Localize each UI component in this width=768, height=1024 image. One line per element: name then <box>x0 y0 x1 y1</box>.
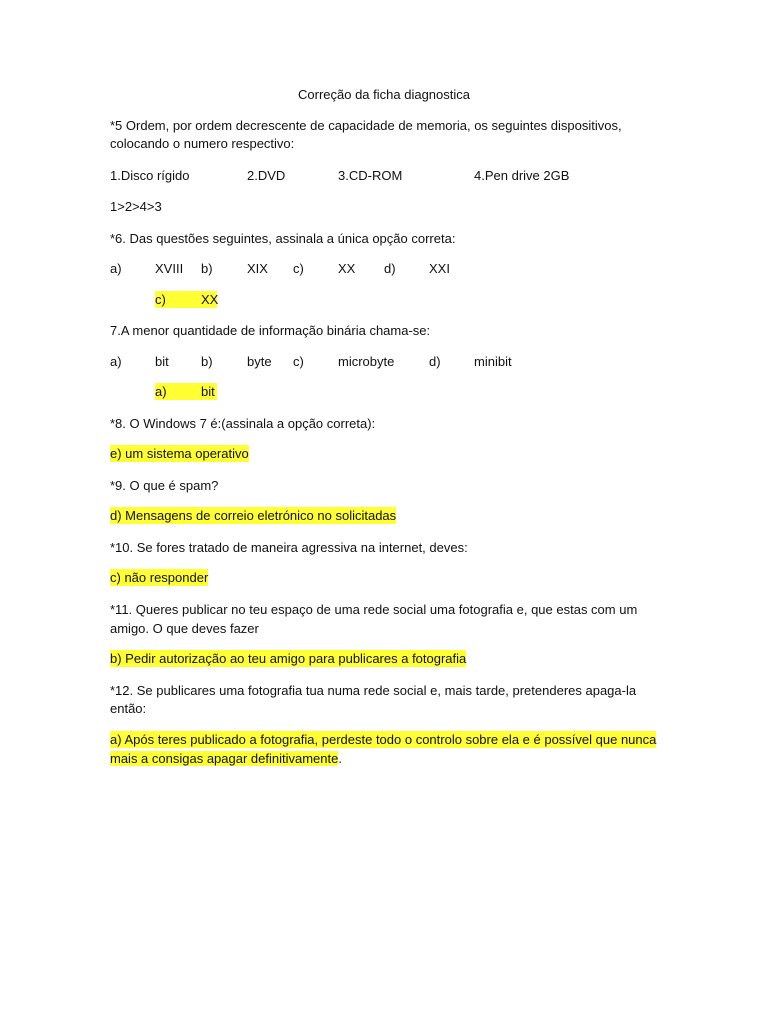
q9-question: *9. O que é spam? <box>110 478 219 493</box>
q6-option-d-value: XXI <box>429 261 450 276</box>
q7-option-a-value: bit <box>155 354 169 369</box>
q7-answer-letter: a) <box>155 384 167 399</box>
q8-answer: e) um sistema operativo <box>110 446 249 461</box>
q6-option-c-value: XX <box>338 261 356 276</box>
q12-answer-line2-wrap <box>110 750 342 767</box>
q6-option-b-value: XIX <box>247 261 268 276</box>
q6-option-c-letter: c) <box>293 261 304 276</box>
q5-question-line1: *5 Ordem, por ordem decrescente de capacidade de memoria, os seguintes dispositivos, <box>110 118 622 133</box>
q12-answer-line1: a) Após teres publicado a fotografia, perdeste todo o controlo sobre ela e é possível que nunca <box>110 732 657 747</box>
q7-answer <box>155 383 217 400</box>
q12-answer-line2: mais a consigas apagar definitivamente <box>110 751 339 766</box>
q5-option-1: 1.Disco rígido <box>110 168 190 183</box>
q5-option-4: 4.Pen drive 2GB <box>474 168 570 183</box>
q5-option-3: 3.CD-ROM <box>338 168 403 183</box>
q6-option-a-letter: a) <box>110 261 122 276</box>
q7-option-d-value: minibit <box>474 354 512 369</box>
q11-question-line2: amigo. O que deves fazer <box>110 621 259 636</box>
q5-question-line2: colocando o numero respectivo: <box>110 136 295 151</box>
q7-option-c-value: microbyte <box>338 354 395 369</box>
q6-option-d-letter: d) <box>384 261 396 276</box>
q12-question-line1: *12. Se publicares uma fotografia tua numa rede social e, mais tarde, pretenderes apaga-la <box>110 683 637 698</box>
q6-question: *6. Das questões seguintes, assinala a única opção correta: <box>110 231 456 246</box>
q7-option-c-letter: c) <box>293 354 304 369</box>
q6-answer <box>155 291 217 308</box>
q6-answer-letter: c) <box>155 292 166 307</box>
q11-answer: b) Pedir autorização ao teu amigo para publicares a fotografia <box>110 651 467 666</box>
q10-answer: c) não responder <box>110 570 209 585</box>
q6-option-b-letter: b) <box>201 261 213 276</box>
q5-option-2: 2.DVD <box>247 168 286 183</box>
q7-option-d-letter: d) <box>429 354 441 369</box>
q11-question-line1: *11. Queres publicar no teu espaço de uma rede social uma fotografia e, que estas com um <box>110 602 638 617</box>
q7-option-b-letter: b) <box>201 354 213 369</box>
q10-question: *10. Se fores tratado de maneira agressiva na internet, deves: <box>110 540 468 555</box>
q7-option-a-letter: a) <box>110 354 122 369</box>
q7-question: 7.A menor quantidade de informação binária chama-se: <box>110 323 431 338</box>
q12-answer-period: . <box>338 751 342 766</box>
q7-answer-value: bit <box>201 384 215 399</box>
q7-option-b-value: byte <box>247 354 272 369</box>
q6-answer-value: XX <box>201 292 219 307</box>
q8-question: *8. O Windows 7 é:(assinala a opção correta): <box>110 416 376 431</box>
q6-option-a-value: XVIII <box>155 261 184 276</box>
q5-answer: 1>2>4>3 <box>110 199 162 214</box>
document-title: Correção da ficha diagnostica <box>298 87 470 102</box>
q9-answer: d) Mensagens de correio eletrónico no solicitadas <box>110 508 397 523</box>
q12-question-line2: então: <box>110 701 147 716</box>
